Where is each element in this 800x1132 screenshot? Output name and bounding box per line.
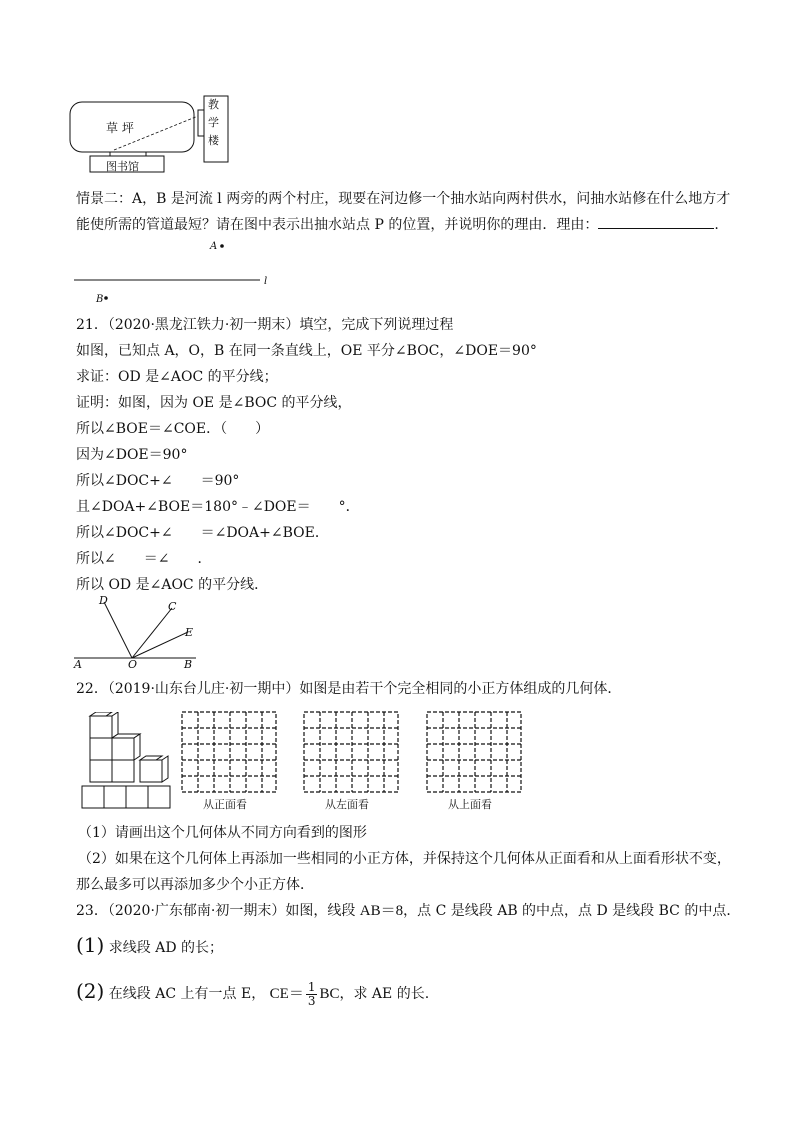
teaching-building-label-2: 学 (208, 116, 219, 129)
q21-line-3: 证明：如图，因为 OE 是∠BOC 的平分线， (76, 395, 352, 411)
village-a-point (220, 244, 224, 248)
q21-line-6: 所以∠DOC+∠ ＝90° (76, 473, 240, 489)
q23-part1 (76, 934, 223, 959)
teaching-building-label-1: 教 (208, 98, 219, 111)
q21-line-4: 所以∠BOE＝∠COE．（ ） (76, 421, 270, 437)
q23-ce-right: BC (319, 986, 340, 1002)
angle-label-e: E (185, 626, 194, 639)
q23-part2-mark: (2) (76, 979, 105, 1003)
village-b-point (104, 296, 108, 300)
river-figure (72, 236, 282, 306)
lawn-label: 草 坪 (106, 121, 134, 135)
teaching-building-door (198, 110, 204, 136)
q20-period: . (714, 217, 719, 233)
left-view-caption: 从左面看 (325, 798, 369, 811)
ray-od (104, 602, 132, 658)
q23-fraction-numerator: 1 (307, 979, 316, 994)
q23-fraction (306, 981, 318, 1008)
q23-part2-text-a: 在线段 AC 上有一点 E， (108, 986, 266, 1002)
river-label-l: l (264, 276, 268, 287)
ray-oc (132, 608, 172, 658)
q20-case2-line1: 情景二：A，B 是河流 l 两旁的两个村庄，现要在河边修一个抽水站向两村供水，问抽水站修在什么地方才 (76, 191, 731, 207)
q22-sub2-line1: （2）如果在这个几何体上再添加一些相同的小正方体，并保持这个几何体从正面看和从上面看形状不变， (78, 851, 731, 867)
river-label-a: A (210, 241, 218, 252)
q23-part1-mark: (1) (76, 933, 105, 957)
q22-header: 22．（2019·山东台儿庄·初一期中）如图是由若干个完全相同的小正方体组成的几何体． (76, 681, 622, 697)
left-view-grid[interactable] (302, 710, 402, 796)
q22-sub2-line2: 那么最多可以再添加多少个小正方体． (76, 877, 314, 893)
q20-case2-line2-text: 能使所需的管道最短？请在图中表示出抽水站点 P 的位置，并说明你的理由．理由： (76, 217, 599, 233)
q23-fraction-denominator: 3 (307, 993, 316, 1008)
q21-line-2: 求证：OD 是∠AOC 的平分线； (76, 369, 278, 385)
angle-label-d: D (99, 594, 108, 607)
q22-sub1: （1）请画出这个几何体从不同方向看到的图形 (78, 825, 367, 841)
q23-header-a: 23．（2020·广东郁南·初一期末）如图，线段 (76, 903, 356, 919)
q23-part2-text-b: ，求 AE 的长. (339, 986, 430, 1002)
top-view-caption: 从上面看 (448, 798, 492, 811)
top-view-grid[interactable] (425, 710, 525, 796)
cube-solid-figure (78, 712, 188, 812)
q23-part1-text: 求线段 AD 的长； (108, 940, 224, 956)
q21-line-10: 所以 OD 是∠AOC 的平分线． (76, 577, 269, 593)
q21-line-9: 所以∠ ＝∠ ． (76, 551, 212, 567)
q21-line-8: 所以∠DOC+∠ ＝∠DOA+∠BOE． (76, 525, 329, 541)
q21-line-7: 且∠DOA+∠BOE＝180°﹣∠DOE＝ °． (76, 499, 360, 515)
angle-label-c: C (168, 600, 177, 613)
q23-header-b: ，点 C 是线段 AB 的中点，点 D 是线段 BC 的中点． (403, 903, 741, 919)
q21-line-5: 因为∠DOE＝90° (76, 447, 188, 463)
q23-part2 (76, 976, 429, 1009)
q23-ce-left: CE＝ (269, 986, 304, 1002)
teaching-building-label-3: 楼 (208, 134, 219, 147)
q21-line-1: 如图，已知点 A，O，B 在同一条直线上，OE 平分∠BOC，∠DOE＝90° (76, 343, 537, 359)
front-view-grid[interactable] (180, 710, 280, 796)
answer-blank[interactable] (598, 216, 714, 229)
angle-label-b: B (184, 658, 193, 671)
ray-oe (132, 632, 188, 658)
angle-label-o: O (128, 658, 138, 671)
library-label: 图书馆 (106, 160, 139, 173)
river-label-b: B (96, 294, 104, 305)
front-view-caption: 从正面看 (203, 798, 247, 811)
library-entrance (110, 152, 146, 156)
q23-ab-equation: AB＝8 (359, 903, 404, 919)
q21-header: 21．（2020·黑龙江铁力·初一期末）填空，完成下列说理过程 (76, 317, 454, 333)
q23-header (76, 902, 740, 920)
angle-label-a: A (74, 658, 82, 671)
q20-case2-line2 (76, 216, 719, 234)
